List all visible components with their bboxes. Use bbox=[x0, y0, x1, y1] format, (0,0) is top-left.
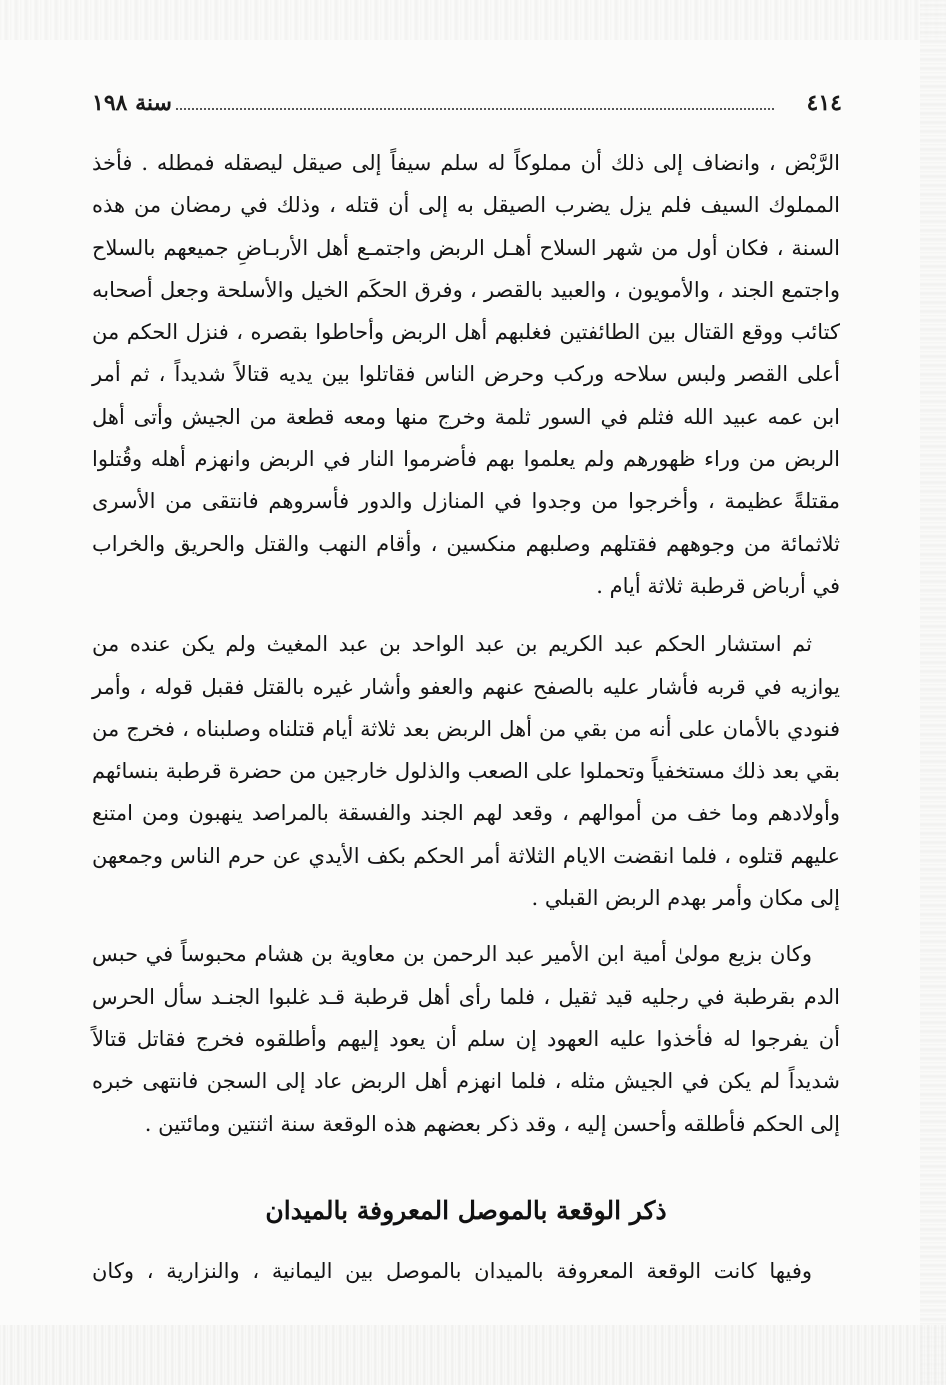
paragraph-2: ثم استشار الحكم عبد الكريم بن عبد الواحد بن عبد المغيث ولم يكن عنده من يوازيه في قربه فأشار عليه بالصفح عنهم والعفو وأشار غيره بالقتل فقبل قوله ، وأمر فنودي بالأمان على أنه من بقي من أهل الربض بعد ثلاثة أيام قتلناه وصلبناه ، فخرج من بقي بعد ذلك مستخفياً وتحملوا على الصعب والذلول خارجين من حضرة قرطبة بنسائهم وأولادهم وما خف من أموالهم ، وقعد لهم الجند والفسقة بالمراصد ينهبون ومن امتنع عليهم قتلوه ، فلما انقضت الايام الثلاثة أمر الحكم بكف الأيدي عن حرم الناس وجمعهن إلى مكان وأمر بهدم الربض القبلي . bbox=[92, 632, 840, 911]
body-text bbox=[92, 142, 840, 1145]
scan-edge-top bbox=[0, 0, 946, 40]
page-number: ٤١٤ bbox=[806, 90, 842, 116]
scan-edge-right bbox=[920, 0, 946, 1385]
header-dotted-rule bbox=[176, 108, 774, 110]
section-heading: ذكر الوقعة بالموصل المعروفة بالميدان bbox=[265, 1196, 667, 1225]
section-first-line: وفيها كانت الوقعة المعروفة بالميدان بالموصل بين اليمانية ، والنزارية ، وكان bbox=[92, 1259, 812, 1283]
paragraph-3: وكان بزيع مولىٰ أمية ابن الأمير عبد الرحمن بن معاوية بن هشام محبوساً في حبس الدم بقرطبة في رجليه قيد ثقيل ، فلما رأى أهل قرطبة قـد غلبوا الجنـد سأل الحرس أن يفرجوا له فأخذوا عليه العهود إن سلم أن يعود إليهم وأطلقوه فخرج فقاتل قتالاً شديداً لم يكن في الجيش مثله ، فلما انهزم أهل الربض عاد إلى السجن فانتهى خبره إلى الحكم فأطلقه وأحسن إليه ، وقد ذكر بعضهم هذه الوقعة سنة اثنتين ومائتين . bbox=[92, 942, 840, 1136]
running-title: سنة ١٩٨ bbox=[92, 90, 172, 116]
page-header bbox=[92, 86, 842, 126]
paragraph-1: الرَّبْض ، وانضاف إلى ذلك أن مملوكاً له سلم سيفاً إلى صيقل ليصقله فمطله . فأخذ المملوك السيف فلم يزل يضرب الصيقل به إلى أن قتله ، وذلك في رمضان من هذه السنة ، فكان أول من شهر السلاح أهـل الربض واجتمـع أهل الأربـاضِ جميعهم بالسلاح واجتمع الجند ، والأمويون ، والعبيد بالقصر ، وفرق الحكَم الخيل والأسلحة وجعل أصحابه كتائب ووقع القتال بين الطائفتين فغلبهم أهل الربض وأحاطوا بقصره ، فنزل الحكم من أعلى القصر ولبس سلاحه وركب وحرض الناس فقاتلوا بين يديه قتالاً شديداً ، ثم أمر ابن عمه عبيد الله فثلم في السور ثلمة وخرج منها ومعه قطعة من الجيش وأتى أهل الربض من وراء ظهورهم ولم يعلموا بهم فأضرموا النار في الربض وانهزم أهله وقُتلوا مقتلةً عظيمة ، وأخرجوا من وجدوا في المنازل والدور فأسروهم فانتقى من الأسرى ثلاثمائة من وجوههم فقتلهم وصلبهم منكسين ، وأقام النهب والقتل والحريق والخراب في أرباض قرطبة ثلاثة أيام . bbox=[92, 151, 840, 598]
scan-edge-bottom bbox=[0, 1325, 946, 1385]
